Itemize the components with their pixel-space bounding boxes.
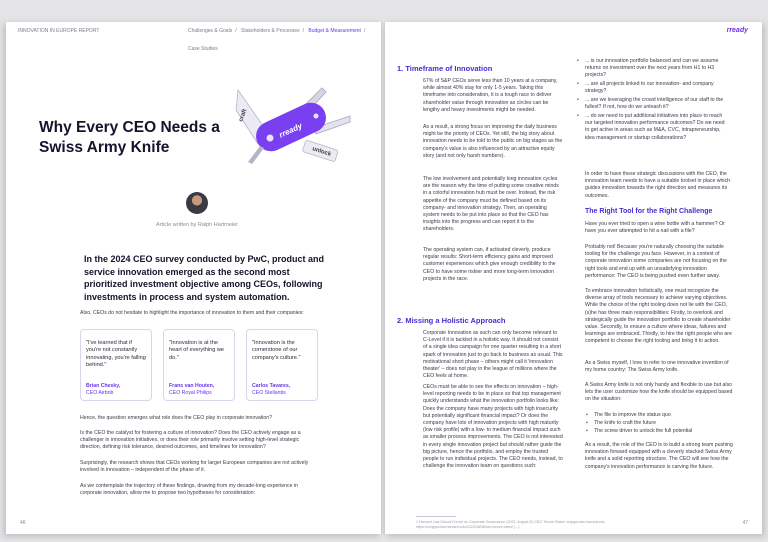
question-list	[576, 58, 726, 142]
section-title-holistic: 2. Missing a Holistic Approach	[397, 316, 506, 325]
list-item: • ... do we need to put additional initiatives into place to reach our targeted innovation performance outcomes? Do we need to get active in areas such as M&A, CVC, intrapreneurship, idea management or startup collaborations?	[576, 113, 726, 142]
quote-cards	[80, 329, 318, 401]
knife-label-craft: craft	[238, 108, 249, 123]
corkscrew	[248, 146, 264, 164]
lead-paragraph: In the 2024 CEO survey conducted by PwC, product and service innovation emerged as the second most prioritized investment objective among CEOs, following investments in process and system automation.	[84, 254, 325, 302]
knife-brand-label: rready	[277, 121, 304, 140]
quote-author-role: CEO Stellantis	[252, 390, 286, 396]
footnote: 1 Harvard Law School Forum on Corporate Governance (2022, August 8) 'CEO Tenure Rates' corpgov.law.harvard.edu https://corpgov.law.harvard.edu/2022/08/08/ceo-tenure-rates/ (...)	[416, 520, 606, 529]
report-label: INNOVATION IN EUROPE REPORT	[18, 28, 100, 34]
nav-item-stakeholders[interactable]: Stakeholders & Processes	[240, 28, 300, 34]
nav-item-case-studies[interactable]: Case Studies	[188, 46, 218, 52]
knife-rivet	[267, 135, 274, 142]
swiss-army-knife-illustration	[218, 82, 358, 182]
nav-item-budget[interactable]: Budget & Measurement	[308, 28, 361, 34]
body-paragraph: Probably not! Because you're naturally choosing the suitable tooling for the challenge you face. However, in a context of corporate innovation some companies are not focusing on the right tools and end up with an unsatisfying innovation performance: The CEO is being pushed even further away.	[585, 244, 727, 279]
nav-item-challenges[interactable]: Challenges & Goals	[188, 28, 233, 34]
intro-paragraph: Also, CEOs do not hesitate to highlight the importance of innovation to them and their companies:	[80, 310, 304, 316]
body-paragraph: As we contemplate the trajectory of these findings, drawing from my decade-long experience in corporate innovation, allow me to propose two hypotheses for consideration:	[80, 483, 298, 497]
list-item: • The screw driver to unlock the full potential	[585, 428, 735, 435]
body-paragraph: The low involvement and potentially long innovation cycles are the reason why the time of putting some creative minds in a colorful innovation hub must be over. Instead, the risk appetite of the company must be defined based on its company- and innovation strategy. Then, an operating system needs to be put into place so that the CEO has insights into the progress and can report it to the shareholders.	[423, 176, 559, 233]
body-paragraph: Corporate Innovation as such can only become relevant to C-Level if it is tackled in a holistic way. It should not consist of a single idea campaign for one quarter resulting in a short spark of innovation just to go back to business as usual. This motivational short phase – others might call it 'innovation theater' – does not play in the league of millions where the CEO feels at home.	[423, 330, 563, 380]
quote-text: "Innovation is the cornerstone of our company's culture."	[252, 340, 301, 361]
body-paragraph: To embrace innovation holistically, one must recognize the diverse array of tools necessary to achieve varying objectives. While the choice of the right tooling does not lie with the CEO, (s)he has three main responsibilities: Firstly, to overlook and strategically guide the innovation portfolio to create shareholder value. Secondly, to ensure a culture where ideas, failures and learnings are embraced. Thirdly, to hire the right people who are competent to choose the right tooling and bring it to action.	[585, 288, 732, 345]
body-paragraph: CEOs must be able to see the effects on innovation – high-level reporting needs to be in place so that top management quickly understands what the innovation portfolio looks like: Does the company have many projects with high insecurity but potentially significant financial impact? Or does the company have lots of innovation projects with high maturity (low risk profile) with a low- to medium financial impact such as smaller process improvements. The CEO is not interested in every single innovation project but should rather guide the big picture, hence the portfolio, and employ the trusted people to run individual projects. The CEO needs, instead, to challenge the innovation team on questions such:	[423, 384, 563, 470]
body-paragraph: Is the CEO the catalyst for fostering a culture of innovation? Does the CEO actively engage as a challenger in innovation initiatives, or does their role primarily involve setting high-level strategic direction, defining risk tolerance, desired outcomes, and timelines for innovation?	[80, 430, 301, 451]
quote-author-name: Carlos Tavares,	[252, 383, 291, 389]
quote-text: "Innovation is at the heart of everything we do."	[169, 340, 225, 361]
quote-card	[163, 329, 235, 401]
list-item: • The file to improve the status quo	[585, 412, 735, 419]
section-nav: Challenges & Goals / Stakeholders & Processes / Budget & Measurement / Case Studies	[188, 28, 366, 52]
author-avatar	[186, 192, 208, 214]
body-paragraph: In order to have these strategic discussions with the CEO, the innovation team needs to have a suitable toolset in place which guides innovation towards the right direction and measures its outcomes.	[585, 171, 731, 199]
section-title-right-tool: The Right Tool for the Right Challenge	[585, 208, 713, 215]
quote-author-role: CEO Airbnb	[86, 390, 114, 396]
knife-label-unlock: unlock	[311, 146, 332, 158]
body-paragraph: Surprisingly, the research shows that CEOs working for larger European companies are not actively involved in innovation – independent of the phase of it.	[80, 460, 309, 474]
page-number-right: 47	[742, 520, 748, 526]
quote-card	[246, 329, 318, 401]
author-byline: Article written by Ralph Hartmeier	[156, 222, 238, 228]
quote-text: "I've learned that if you're not constantly innovating, you're falling behind."	[86, 340, 146, 369]
article-title: Why Every CEO Needs a Swiss Army Knife	[39, 119, 220, 156]
right-page	[385, 22, 762, 534]
quote-author-name: Brian Chesky,	[86, 383, 121, 389]
footnote-rule	[416, 516, 456, 517]
body-paragraph: The operating system can, if activated cleverly, produce regular results: Short-term efficiency gains and improved customer experiences which give enough credibility to the CEO to have some riskier and more long-term innovation projects in the race.	[423, 247, 556, 282]
body-paragraph: 67% of S&P CEOs serve less than 10 years at a company, while almost 40% stay for only 1-5 years. Taking this timeframe into consideration, it is a tough race to deliver shareholder value through innovation as circles can be lengthy and heavy investments might be needed.	[423, 78, 558, 113]
quote-author-name: Frans van Houten,	[169, 383, 215, 389]
page-number-left: 46	[20, 520, 26, 526]
brand-logo: rready	[726, 27, 748, 34]
knife-rivet-2	[314, 114, 319, 119]
list-item: • ... is our innovation portfolio balanced and can we assume returns on investment over the next years from H1 to H3 projects?	[576, 58, 726, 80]
quote-card	[80, 329, 152, 401]
quote-author-role: CEO Royal Philips	[169, 390, 212, 396]
left-page	[6, 22, 381, 534]
list-item: • The knife to craft the future	[585, 420, 735, 427]
body-paragraph: As a result, the role of the CEO is to build a strong team pushing innovation forward equipped with a cleverly stacked Swiss Army knife and a solid reporting structure. The CEO will see how the company's innovation performance is carving the future.	[585, 442, 733, 470]
body-paragraph: Have you ever tried to open a wine bottle with a hammer? Or have you ever attempted to hit a nail with a file?	[585, 221, 725, 235]
list-item: • ... are all projects linked to our innovation- and company strategy?	[576, 81, 726, 95]
section-title-timeframe: 1. Timeframe of Innovation	[397, 64, 493, 73]
knife-tool-list	[585, 412, 735, 436]
body-paragraph: Hence, the question emerges what role does the CEO play in corporate innovation?	[80, 415, 273, 421]
list-item: • ... are we leveraging the crowd intelligence of our staff to the fullest? If not, how do we unleash it?	[576, 97, 726, 111]
body-paragraph: As a result, a strong focus on improving the daily business might be the priority of CEOs. Yet still, the big story about innovation needs to be told to the public on big stages as the company's value is also influenced by an attractive equity story (and not only harsh numbers).	[423, 124, 563, 159]
body-paragraph: As a Swiss myself, I love to refer to one innovative invention of my home country: The Swiss Army knife.	[585, 360, 729, 374]
body-paragraph: A Swiss Army knife is not only handy and flexible to use but also lets the user customize how the knife should be equipped based on the situation:	[585, 382, 733, 403]
